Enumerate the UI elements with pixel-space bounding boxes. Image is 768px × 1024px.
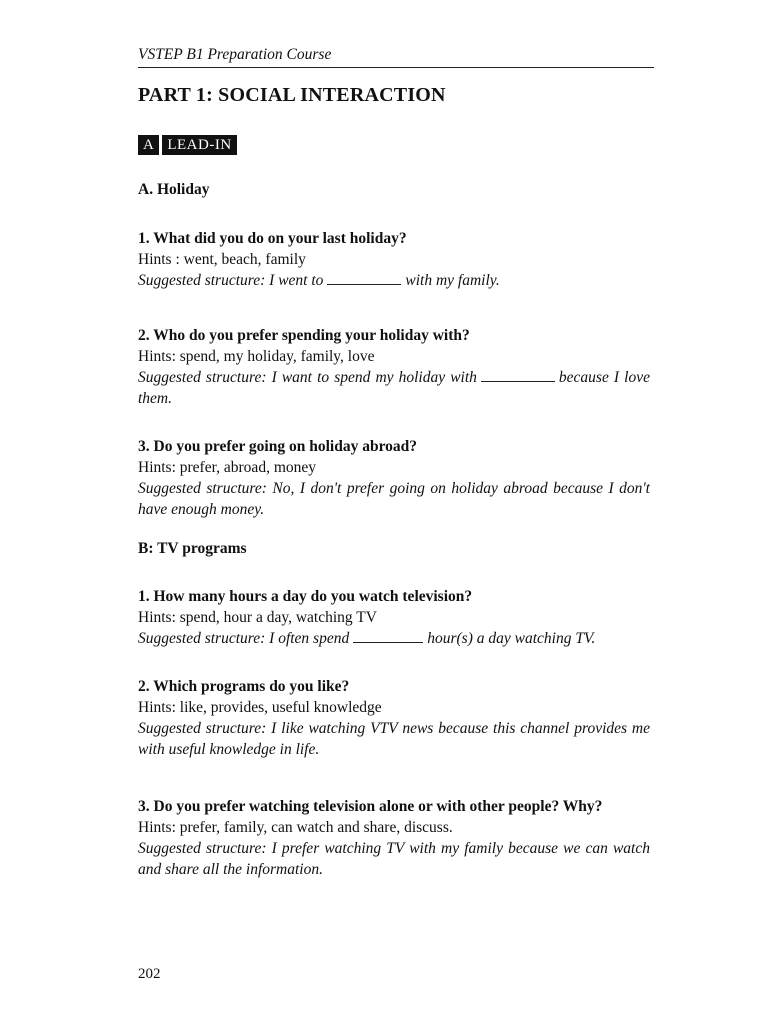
suggested-structure: Suggested structure: I often spend hour(s) a day watching TV. (138, 630, 596, 647)
hints: Hints: like, provides, useful knowledge (138, 699, 382, 716)
fill-in-blank (353, 629, 423, 643)
header-rule (138, 67, 654, 68)
fill-in-blank (327, 271, 401, 285)
question: 1. What did you do on your last holiday? (138, 230, 407, 247)
question-block-a2 (138, 325, 650, 409)
suggested-structure: Suggested structure: No, I don't prefer going on holiday abroad because I don't have enough money. (138, 480, 650, 518)
suggested-structure: Suggested structure: I like watching VTV news because this channel provides me with useful knowledge in life. (138, 720, 650, 758)
badge-label: LEAD-IN (162, 135, 236, 155)
question: 1. How many hours a day do you watch television? (138, 588, 473, 605)
hints: Hints : went, beach, family (138, 251, 306, 268)
hints: Hints: spend, hour a day, watching TV (138, 609, 377, 626)
hints: Hints: prefer, family, can watch and share, discuss. (138, 819, 453, 836)
running-header: VSTEP B1 Preparation Course (138, 46, 332, 63)
suggested-structure: Suggested structure: I prefer watching TV with my family because we can watch and share all the information. (138, 840, 650, 878)
question: 3. Do you prefer watching television alone or with other people? Why? (138, 798, 603, 815)
question-block-b1 (138, 586, 650, 649)
fill-in-blank (481, 368, 555, 382)
section-b-title: B: TV programs (138, 540, 247, 557)
page-number: 202 (138, 966, 161, 982)
question-block-b2 (138, 676, 650, 760)
hints: Hints: spend, my holiday, family, love (138, 348, 375, 365)
section-a-title: A. Holiday (138, 181, 210, 198)
question-block-a3 (138, 436, 650, 520)
question: 2. Who do you prefer spending your holiday with? (138, 327, 470, 344)
question-block-b3 (138, 796, 650, 880)
question: 2. Which programs do you like? (138, 678, 350, 695)
part-title: PART 1: SOCIAL INTERACTION (138, 84, 446, 106)
suggested-structure: Suggested structure: I want to spend my holiday with because I love them. (138, 369, 650, 407)
badge-letter: A (138, 135, 159, 155)
question-block-a1 (138, 228, 650, 291)
section-badge (138, 135, 237, 155)
suggested-structure: Suggested structure: I went to with my family. (138, 272, 500, 289)
hints: Hints: prefer, abroad, money (138, 459, 317, 476)
question: 3. Do you prefer going on holiday abroad? (138, 438, 418, 455)
